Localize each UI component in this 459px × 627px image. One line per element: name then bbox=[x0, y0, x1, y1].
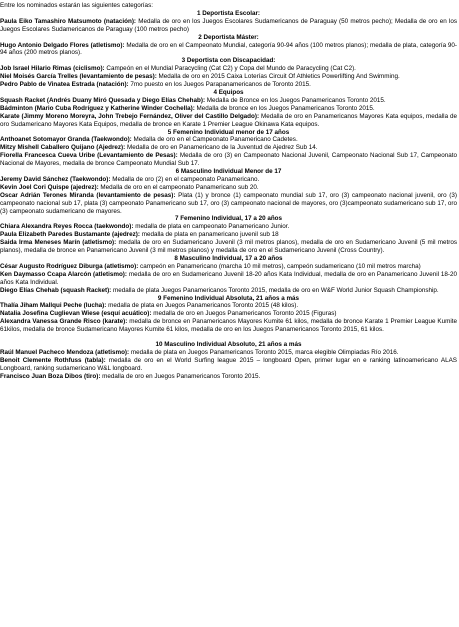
category-heading: 9 Femenino Individual Absoluta, 21 años a más bbox=[157, 294, 300, 302]
nominee-achievements: medalla de plata en panamericano juvenil sub 18 bbox=[139, 231, 279, 239]
nominee-achievements: Medalla de oro en 2015 Caixa Loterías Circuit Of Athletics Powerlifting And Swimming. bbox=[156, 73, 400, 81]
nominee-achievements: Medalla de oro (3) en Campeonato Nacional Juvenil, Campeonato Nacional Sub 17, Campeonato Nacional de Mayores, medalla de bronce Campeonato Mundial Sub 17. bbox=[0, 152, 457, 168]
category-heading: 10 Masculino Individual Absoluto, 21 años a más bbox=[155, 341, 302, 349]
nominee-achievements: Medalla de oro en los Juegos Escolares Sudamericanos de Paraguay (50 metros pecho); Medalla de oro en los Juegos Escolares Sudamericanos de Paraguay (100 metros pecho) bbox=[0, 17, 457, 33]
nominee-name: Oscar Adrián Terones Miranda (levantamiento de pesas): bbox=[0, 191, 176, 199]
nominee-entry bbox=[0, 239, 457, 255]
nominee-entry bbox=[0, 113, 457, 129]
nominee-entry bbox=[0, 18, 457, 34]
nominee-achievements: medalla de plata Juegos Panamericanos Toronto 2015, medalla de oro en W&F World Junior Squash Championship. bbox=[111, 286, 439, 294]
nominee-entry bbox=[0, 152, 457, 168]
nominee-name: Bádminton (Mario Cuba Rodríguez y Katherine Winder Cochella): bbox=[0, 104, 195, 112]
nominee-name: Kevin Joel Cori Quispe (ajedrez): bbox=[0, 183, 99, 191]
nominee-entry bbox=[0, 271, 457, 287]
nominee-entry bbox=[0, 184, 457, 192]
nominee-achievements: medalla de oro en el World Surfing league 2015 – longboard Open, primer lugar en e ranking latinoamericano ALAS Longboard, ranking sudamericano W&L longboard. bbox=[0, 356, 457, 372]
nominee-achievements: medalla de bronce en Panamericanos Mayores Kumite 61 kilos, medalla de bronce Karate 1 Premier League Kumite 61kilos, medalla de bronce Sudamericano Mayores Kumite 61 kilos, medalla de oro en los Juegos Panamericanos Toronto 2015, 61 kilos. bbox=[0, 318, 457, 334]
nominee-entry bbox=[0, 105, 457, 113]
nominee-name: Natalia Josefina Cuglievan Wiese (esquí acuático): bbox=[0, 310, 152, 318]
nominee-entry bbox=[0, 357, 457, 373]
nominee-achievements: Medalla de oro en Panamericanos Mayores Kata equipos, medalla de oro Sudamericano Mayores Kata Equipos, medalla de bronce en Karate 1 Premier League Okinawa Kata equipos. bbox=[0, 112, 457, 128]
nominee-achievements: Medalla de oro en el Campeonato Mundial, categoría 90-94 años (100 metros planos); medalla de plata, categoría 90-94 años (200 metros planos). bbox=[0, 41, 457, 57]
nominee-name: Jeremy David Sánchez (Taekwondo): bbox=[0, 175, 111, 183]
nominee-achievements: campeón en Panamericano (marcha 10 mil metros), campeón sudamericano (10 mil metros marcha) bbox=[138, 262, 421, 270]
nominee-entry bbox=[0, 287, 457, 295]
nominee-name: César Augusto Rodríguez Diburga (atletismo): bbox=[0, 262, 139, 270]
nominee-entry bbox=[0, 231, 457, 239]
nominee-achievements: medalla de plata en Juegos Panamericanos Toronto 2015 (48 kilos). bbox=[106, 302, 299, 310]
nominee-achievements: Medalla de oro en el Campeonato Panamericano Cadetes. bbox=[131, 136, 298, 144]
category-heading: 5 Femenino Individual menor de 17 años bbox=[167, 128, 290, 136]
nominee-name: Ken Daymasso Ccapa Alarcón (atletismo): bbox=[0, 270, 127, 278]
nominee-name: Francisco Juan Boza Dibos (tiro): bbox=[0, 372, 101, 380]
nominee-name: Niel Moisés García Trelles (levantamiento de pesas): bbox=[0, 73, 157, 81]
nominee-name: Benoit Clemente Rothfuss (tabla): bbox=[0, 356, 106, 364]
nominee-entry bbox=[0, 349, 457, 357]
category-heading: 4 Equipos bbox=[213, 88, 244, 96]
nominee-entry bbox=[0, 318, 457, 334]
category-heading: 1 Deportista Escolar: bbox=[197, 9, 260, 17]
nominee-achievements: medalla de oro en Juegos Panamericanos Toronto 2015 (Figuras) bbox=[151, 310, 337, 318]
nominee-achievements: medalla de oro en Juegos Panamericanos Toronto 2015. bbox=[100, 372, 261, 380]
nominee-achievements: Campeón en el Mundial Paracycling (Cat C2) y Copa del Mundo de Paracycling (Cat C2). bbox=[104, 65, 356, 73]
nominee-name: Raúl Manuel Pacheco Mendoza (atletismo): bbox=[0, 348, 130, 356]
nominee-name: Chiara Alexandra Reyes Rocca (taekwondo): bbox=[0, 223, 134, 231]
nominee-achievements: 7mo puesto en los Juegos Parapanamericanos de Toronto 2015. bbox=[128, 81, 311, 89]
nominee-name: Fiorella Francesca Cueva Uribe (Levantamiento de Pesas): bbox=[0, 152, 178, 160]
nominee-name: Hugo Antonio Delgado Flores (atletismo): bbox=[0, 41, 125, 49]
category-heading: 7 Femenino Individual, 17 a 20 años bbox=[174, 215, 283, 223]
nominee-entry bbox=[0, 176, 457, 184]
nominee-name: Diego Elías Chehab (squash Racket): bbox=[0, 286, 112, 294]
category-heading: 6 Masculino Individual Menor de 17 bbox=[175, 168, 282, 176]
nominee-entry bbox=[0, 136, 457, 144]
nominee-entry bbox=[0, 302, 457, 310]
nominee-entry bbox=[0, 192, 457, 216]
intro-text: Entre los nominados estarán las siguientes categorías: bbox=[0, 2, 153, 9]
nominee-name: Karate (Jimmy Moreno Moreyra, John Trebejo Fernández, Oliver del Castillo Delgado): bbox=[0, 112, 260, 120]
nominee-entry bbox=[0, 310, 457, 318]
nominee-entry bbox=[0, 42, 457, 58]
nominee-name: Mitzy Mishell Caballero Quijano (Ajedrez): bbox=[0, 144, 126, 152]
nominee-name: Saida Irma Meneses Marín (atletismo): bbox=[0, 239, 117, 247]
category-heading: 8 Masculino Individual, 17 a 20 años bbox=[174, 255, 283, 262]
nominee-achievements: Medalla de oro en el campeonato Panamericano sub 20. bbox=[98, 183, 259, 191]
nominee-achievements: Plata (1) y bronce (1) campeonato mundial sub 17, oro (3) campeonato nacional juvenil, oro (3) campeonato nacional sub 17, plata (3) campeonato Panamericano sub 17, oro (3) campeonato nacional de mayores, oro (3)campeonato sudamericano sub 17, oro (3) campeonato sudamericano de mayores. bbox=[0, 191, 457, 215]
nominee-name: Job Israel Hilario Rimas (ciclismo): bbox=[0, 65, 105, 73]
nominee-entry bbox=[0, 81, 457, 89]
nominee-entry bbox=[0, 65, 457, 73]
category-list bbox=[0, 10, 457, 381]
nominee-achievements: Medalla de oro en Panamericano de la Juventud de Ajedrez Sub 14. bbox=[125, 144, 318, 152]
nominee-entry bbox=[0, 73, 457, 81]
nominee-entry bbox=[0, 223, 457, 231]
nominee-name: Squash Racket (Andrés Duany Miró Quesada y Diego Elías Chehab): bbox=[0, 96, 206, 104]
nominee-entry bbox=[0, 373, 457, 381]
nominee-entry bbox=[0, 144, 457, 152]
nominee-name: Pedro Pablo de Vinatea Estrada (natación): bbox=[0, 81, 129, 89]
nominee-name: Paula Elizabeth Paredes Bustamante (ajedrez): bbox=[0, 231, 140, 239]
nominee-name: Alexandra Vanessa Grande Risco (karate): bbox=[0, 318, 128, 326]
nominee-achievements: Medalla de oro (2) en el campeonato Panamericano. bbox=[110, 175, 260, 183]
category-heading: 2 Deportista Máster: bbox=[198, 33, 259, 41]
category-heading: 3 Deportista con Discapacidad: bbox=[181, 57, 276, 65]
nominee-name: Paula Eiko Tamashiro Matsumoto (natación): bbox=[0, 17, 137, 25]
nominee-achievements: Medalla de Bronce en los Juegos Panamericanos Toronto 2015. bbox=[205, 96, 386, 104]
nominee-achievements: Medalla de bronce en los Juegos Panamericanos Toronto 2015. bbox=[194, 104, 375, 112]
nominee-entry bbox=[0, 263, 457, 271]
nominee-entry bbox=[0, 97, 457, 105]
nominee-name: Thalía Jiham Mallqui Peche (lucha): bbox=[0, 302, 107, 310]
nominee-achievements: medalla de oro en Sudamericano Juvenil (3 mil metros planos), medalla de oro en Sudamericano Juvenil (5 mil metros planos), medalla de bronce en Panamericano Juvenil (3 mil metros planos) y medalla de oro en el Sudamericano Juvenil (Cross Country). bbox=[0, 239, 457, 255]
nominee-name: Anthoanet Sotomayor Granda (Taekwondo): bbox=[0, 136, 132, 144]
nominee-achievements: medalla de plata en campeonato Panamericano Junior. bbox=[133, 223, 290, 231]
nominee-achievements: medalla de plata en Juegos Panamericanos Toronto 2015, marca elegible Olimpiadas Río 2016. bbox=[129, 348, 399, 356]
nominee-achievements: medalla de oro en Sudamericano Juvenil 18-20 años Kata Individual, medalla de oro en Panamericano Juvenil 18-20 años Kata Individual. bbox=[0, 270, 457, 286]
